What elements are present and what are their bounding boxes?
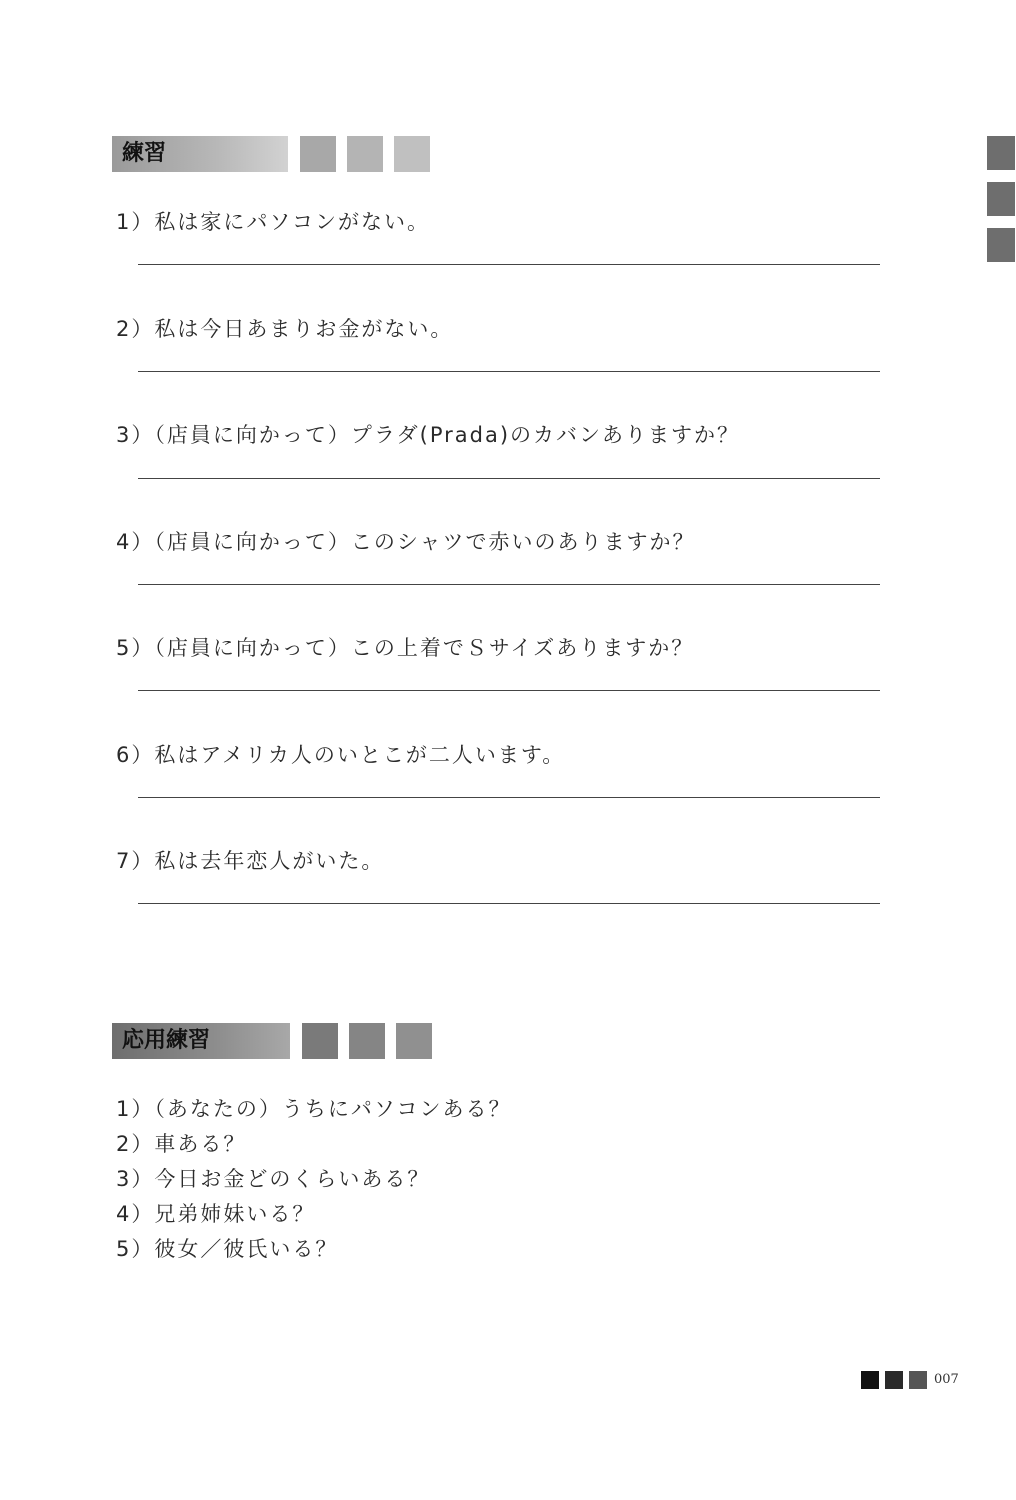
- applied-item: [116, 1128, 246, 1158]
- exercise-item: [116, 419, 740, 449]
- item-number: 1）: [116, 210, 155, 234]
- side-tab: [987, 228, 1015, 262]
- exercise-item: [116, 206, 430, 236]
- side-tab: [987, 182, 1015, 216]
- item-number: 4）: [116, 1202, 155, 1226]
- exercise-item: [116, 313, 453, 343]
- applied-item: [116, 1233, 338, 1263]
- item-text: （店員に向かって）このシャツで赤いのありますか？: [154, 530, 696, 554]
- answer-line[interactable]: [138, 797, 880, 798]
- applied-item: [116, 1198, 315, 1228]
- item-number: 2）: [116, 1132, 155, 1156]
- item-number: 2）: [116, 317, 155, 341]
- item-number: 4）: [116, 530, 155, 554]
- item-text: 車ある？: [154, 1132, 247, 1156]
- item-text: 私は去年恋人がいた。: [154, 849, 385, 873]
- answer-line[interactable]: [138, 903, 880, 904]
- oyo-renshu-header: [112, 1023, 432, 1059]
- answer-line[interactable]: [138, 584, 880, 585]
- page-number: 007: [934, 1372, 959, 1387]
- answer-line[interactable]: [138, 264, 880, 265]
- exercise-item: [116, 526, 695, 556]
- item-text: 私は今日あまりお金がない。: [154, 317, 454, 341]
- item-text: 兄弟姉妹いる？: [154, 1202, 316, 1226]
- item-text: 私は家にパソコンがない。: [154, 210, 430, 234]
- exercise-item: [116, 632, 694, 662]
- item-text: （店員に向かって）プラダ(Prada)のカバンありますか？: [154, 423, 741, 447]
- renshu-header: [112, 136, 432, 172]
- item-number: 1）: [116, 1097, 155, 1121]
- answer-line[interactable]: [138, 371, 880, 372]
- renshu-title: 練習: [112, 136, 288, 172]
- item-text: 今日お金どのくらいある？: [154, 1167, 431, 1191]
- exercise-item: [116, 845, 384, 875]
- header-square: [302, 1023, 338, 1059]
- item-number: 6）: [116, 743, 155, 767]
- item-text: 私はアメリカ人のいとこが二人います。: [154, 743, 566, 767]
- footer-square: [885, 1371, 903, 1389]
- item-number: 5）: [116, 1237, 155, 1261]
- side-tab: [987, 136, 1015, 170]
- item-number: 3）: [116, 1167, 155, 1191]
- item-text: 彼女／彼氏いる？: [154, 1237, 339, 1261]
- header-square: [396, 1023, 432, 1059]
- item-text: （あなたの）うちにパソコンある？: [154, 1097, 512, 1121]
- header-square: [349, 1023, 385, 1059]
- item-number: 3）: [116, 423, 155, 447]
- header-square: [347, 136, 383, 172]
- oyo-renshu-title: 応用練習: [112, 1023, 290, 1059]
- applied-item: [116, 1093, 511, 1123]
- exercise-item: [116, 739, 565, 769]
- answer-line[interactable]: [138, 690, 880, 691]
- header-square: [394, 136, 430, 172]
- header-square: [300, 136, 336, 172]
- answer-line[interactable]: [138, 478, 880, 479]
- footer-square: [909, 1371, 927, 1389]
- item-text: （店員に向かって）この上着でＳサイズありますか？: [154, 636, 695, 660]
- footer-square: [861, 1371, 879, 1389]
- item-number: 5）: [116, 636, 155, 660]
- applied-item: [116, 1163, 430, 1193]
- item-number: 7）: [116, 849, 155, 873]
